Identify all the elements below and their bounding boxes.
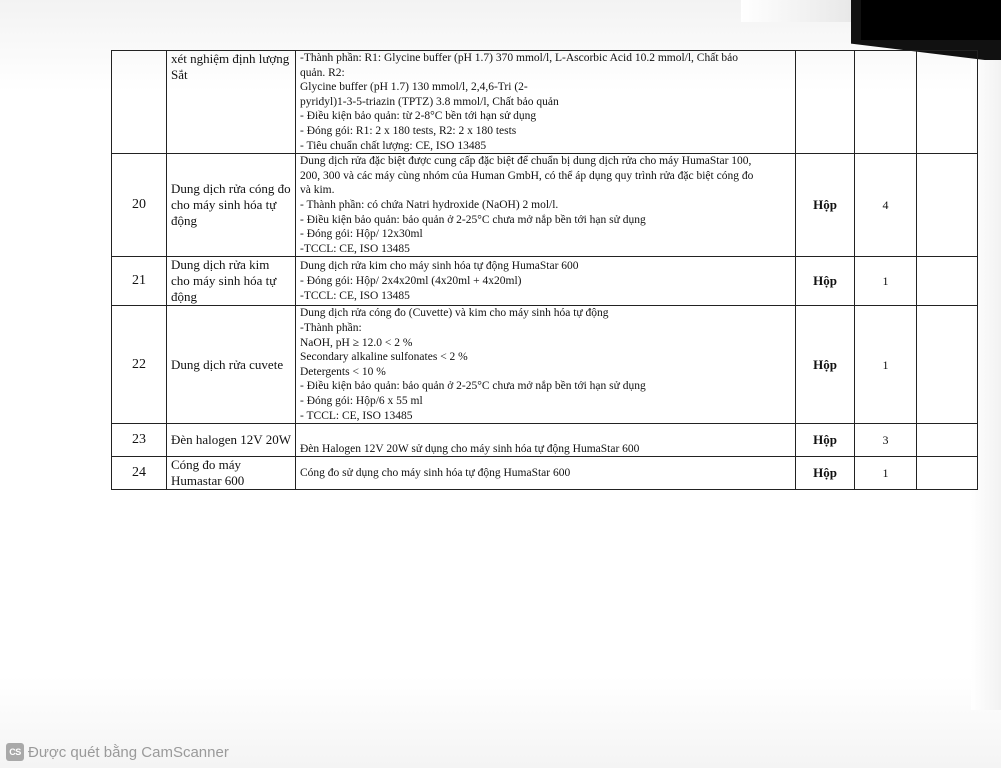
description-line: - TCCL: CE, ISO 13485 — [300, 409, 413, 422]
description-line: Dung dịch rửa đặc biệt được cung cấp đặc biệt để chuẩn bị dung dịch rửa cho máy HumaStar 100, — [300, 155, 752, 168]
description-line: pyridyl)1-3-5-triazin (TPTZ) 3.8 mmol/l, Chất bảo quản — [300, 95, 559, 108]
description-line: Dung dịch rửa cóng đo (Cuvette) và kim cho máy sinh hóa tự động — [300, 307, 609, 320]
product-name: Dung dịch rửa cuvete — [167, 306, 296, 424]
row-number: 20 — [112, 154, 167, 257]
table-row — [112, 154, 978, 257]
quantity-cell — [855, 51, 917, 154]
product-name: xét nghiệm định lượng Sắt — [167, 51, 296, 154]
description-line: - Đóng gói: Hộp/ 12x30ml — [300, 228, 423, 241]
description-line: Dung dịch rửa kim cho máy sinh hóa tự động HumaStar 600 — [300, 260, 579, 273]
watermark-text: Được quét bằng CamScanner — [28, 743, 229, 761]
empty-cell — [917, 457, 978, 490]
description-line: Đèn Halogen 12V 20W sử dụng cho máy sinh hóa tự động HumaStar 600 — [300, 442, 640, 455]
table-row — [112, 457, 978, 490]
description-line: NaOH, pH ≥ 12.0 < 2 % — [300, 336, 413, 349]
scan-edge-shadow — [741, 0, 861, 22]
unit-cell: Hộp — [796, 257, 855, 306]
empty-cell — [917, 51, 978, 154]
unit-cell: Hộp — [796, 424, 855, 457]
quantity-cell: 3 — [855, 424, 917, 457]
unit-cell — [796, 51, 855, 154]
empty-cell — [917, 154, 978, 257]
description-line: - Đóng gói: R1: 2 x 180 tests, R2: 2 x 180 tests — [300, 124, 517, 137]
product-name: Cóng đo máy Humastar 600 — [167, 457, 296, 490]
table-row — [112, 257, 978, 306]
description-line: quản. R2: — [300, 66, 345, 79]
quantity-cell: 1 — [855, 257, 917, 306]
scan-dark-corner-top — [861, 0, 1001, 40]
description-line: -Thành phần: R1: Glycine buffer (pH 1.7) 370 mmol/l, L-Ascorbic Acid 10.2 mmol/l, Chất bảo — [300, 52, 738, 64]
description-line: - Đóng gói: Hộp/ 2x4x20ml (4x20ml + 4x20ml) — [300, 275, 522, 288]
description-line: Secondary alkaline sulfonates < 2 % — [300, 351, 468, 364]
product-description — [296, 306, 796, 424]
product-name: Dung dịch rửa cóng đo cho máy sinh hóa tự động — [167, 154, 296, 257]
table-row — [112, 51, 978, 154]
description-line: Cóng đo sử dụng cho máy sinh hóa tự động HumaStar 600 — [300, 467, 571, 480]
product-description — [296, 457, 796, 490]
description-line: Detergents < 10 % — [300, 365, 386, 378]
description-line: và kim. — [300, 184, 335, 197]
product-description — [296, 51, 796, 154]
table-row — [112, 306, 978, 424]
row-number: 21 — [112, 257, 167, 306]
product-name: Đèn halogen 12V 20W — [167, 424, 296, 457]
description-line: Glycine buffer (pH 1.7) 130 mmol/l, 2,4,6-Tri (2- — [300, 81, 528, 94]
description-line: -Thành phần: — [300, 322, 362, 335]
description-line: -TCCL: CE, ISO 13485 — [300, 289, 410, 302]
product-description — [296, 257, 796, 306]
empty-cell — [917, 257, 978, 306]
scanner-watermark — [6, 743, 229, 761]
row-number: 22 — [112, 306, 167, 424]
unit-cell: Hộp — [796, 457, 855, 490]
empty-cell — [917, 424, 978, 457]
description-line: - Điều kiện bảo quản: từ 2-8°C bền tới hạn sử dụng — [300, 110, 537, 123]
product-description — [296, 424, 796, 457]
quantity-cell: 1 — [855, 457, 917, 490]
camscanner-logo-icon: CS — [6, 743, 24, 761]
quantity-cell: 1 — [855, 306, 917, 424]
row-number: 23 — [112, 424, 167, 457]
table-row — [112, 424, 978, 457]
description-line: - Đóng gói: Hộp/6 x 55 ml — [300, 395, 423, 407]
description-line: - Điều kiện bảo quản: bảo quản ở 2-25°C chưa mở nắp bền tới hạn sử dụng — [300, 380, 646, 393]
description-line: - Tiêu chuẩn chất lượng: CE, ISO 13485 — [300, 139, 487, 152]
description-line: - Thành phần: có chứa Natri hydroxide (NaOH) 2 mol/l. — [300, 198, 559, 211]
description-line: 200, 300 và các máy cùng nhóm của Human GmbH, có thể áp dụng quy trình rửa đặc biệt cóng đo — [300, 169, 754, 182]
product-name: Dung dịch rửa kim cho máy sinh hóa tự động — [167, 257, 296, 306]
product-table — [111, 50, 978, 490]
empty-cell — [917, 306, 978, 424]
row-number — [112, 51, 167, 154]
quantity-cell: 4 — [855, 154, 917, 257]
unit-cell: Hộp — [796, 306, 855, 424]
product-description — [296, 154, 796, 257]
description-line: - Điều kiện bảo quản: bảo quản ở 2-25°C chưa mở nắp bền tới hạn sử dụng — [300, 213, 646, 226]
row-number: 24 — [112, 457, 167, 490]
unit-cell: Hộp — [796, 154, 855, 257]
description-line: -TCCL: CE, ISO 13485 — [300, 242, 410, 255]
